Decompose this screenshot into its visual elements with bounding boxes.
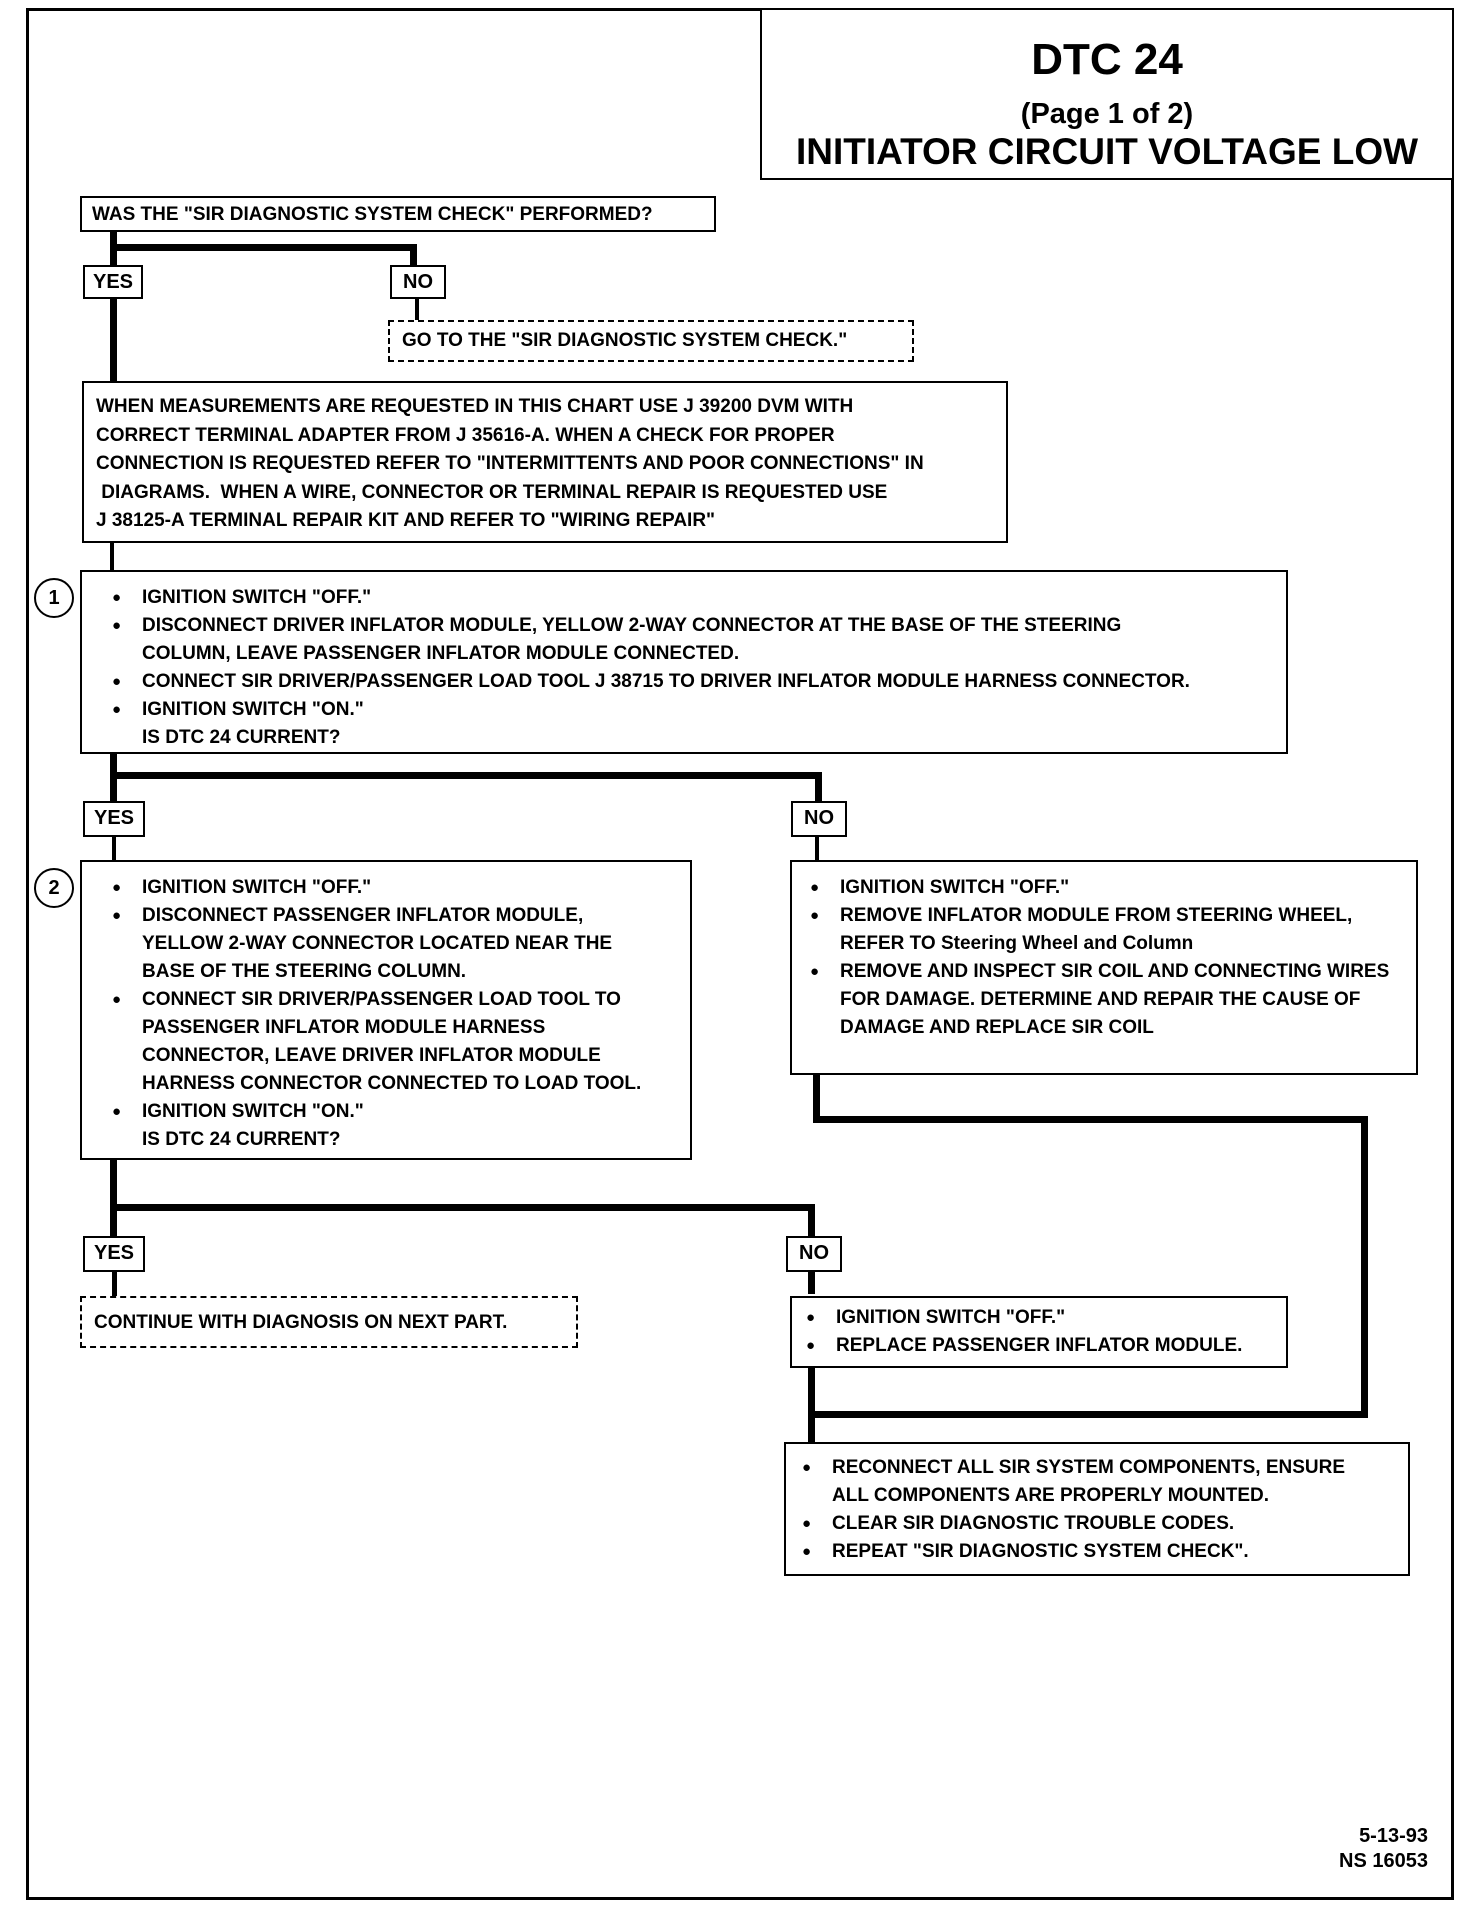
- connector: [808, 1204, 815, 1238]
- yes-label: YES: [83, 801, 145, 837]
- no-branch1-bullet: ● REMOVE AND INSPECT SIR COIL AND CONNECTING WIRES FOR DAMAGE. DETERMINE AND REPAIR THE CAUSE OF DAMAGE AND REPLACE SIR COIL: [806, 958, 1404, 1042]
- step1-bullet: ● IGNITION SWITCH "ON.": [108, 696, 1276, 724]
- reconnect-components-box: [784, 1442, 1410, 1576]
- step2-bullet: ● DISCONNECT PASSENGER INFLATOR MODULE, YELLOW 2-WAY CONNECTOR LOCATED NEAR THE BASE OF THE STEERING COLUMN.: [108, 902, 682, 986]
- note-line: WHEN MEASUREMENTS ARE REQUESTED IN THIS CHART USE J 39200 DVM WITH: [96, 396, 854, 417]
- replace-passenger-module-box: [790, 1296, 1288, 1368]
- step-number-2: 2: [34, 868, 74, 908]
- note-line: DIAGRAMS. WHEN A WIRE, CONNECTOR OR TERMINAL REPAIR IS REQUESTED USE: [96, 481, 888, 503]
- step1-question: IS DTC 24 CURRENT?: [142, 727, 341, 748]
- footer-ref: NS 16053: [1339, 1850, 1428, 1872]
- goto-text: GO TO THE "SIR DIAGNOSTIC SYSTEM CHECK.": [402, 330, 848, 351]
- note-line: CONNECTION IS REQUESTED REFER TO "INTERMITTENTS AND POOR CONNECTIONS" IN: [96, 453, 924, 474]
- connector: [815, 836, 819, 862]
- step1-bullet: ● CONNECT SIR DRIVER/PASSENGER LOAD TOOL J 38715 TO DRIVER INFLATOR MODULE HARNESS CONNECTOR.: [108, 668, 1276, 696]
- connector: [110, 772, 822, 779]
- goto-system-check-box: [388, 320, 914, 362]
- connector: [110, 540, 114, 572]
- no-branch1-bullet: ● IGNITION SWITCH "OFF.": [806, 874, 1404, 902]
- connector: [110, 244, 417, 251]
- connector: [813, 1074, 820, 1122]
- no-label: NO: [390, 265, 446, 299]
- connector: [808, 1362, 815, 1444]
- footer-info: [1339, 1824, 1428, 1874]
- question-text: WAS THE "SIR DIAGNOSTIC SYSTEM CHECK" PERFORMED?: [92, 204, 653, 225]
- footer-date: 5-13-93: [1359, 1825, 1428, 1847]
- no-label: NO: [791, 801, 847, 837]
- connector: [112, 836, 116, 862]
- page-indicator: (Page 1 of 2): [1020, 98, 1194, 130]
- chart-title: INITIATOR CIRCUIT VOLTAGE LOW: [795, 131, 1419, 172]
- continue-text: CONTINUE WITH DIAGNOSIS ON NEXT PART.: [94, 1312, 508, 1333]
- no-label: NO: [786, 1236, 842, 1272]
- connector: [112, 1270, 117, 1298]
- no-branch1-bullet: ● REMOVE INFLATOR MODULE FROM STEERING WHEEL, REFER TO Steering Wheel and Column: [806, 902, 1404, 958]
- connector: [813, 1116, 1368, 1123]
- connector: [110, 297, 117, 383]
- connector: [808, 1270, 815, 1294]
- connector: [110, 1158, 117, 1238]
- connector: [815, 772, 822, 802]
- final-bullet: ● RECONNECT ALL SIR SYSTEM COMPONENTS, ENSURE ALL COMPONENTS ARE PROPERLY MOUNTED.: [798, 1454, 1396, 1510]
- no-branch2-bullet: ● IGNITION SWITCH "OFF.": [802, 1304, 1274, 1332]
- step2-bullet: ● IGNITION SWITCH "ON.": [108, 1098, 682, 1126]
- step-number-1: 1: [34, 578, 74, 618]
- yes-label: YES: [83, 1236, 145, 1272]
- step2-bullet: ● CONNECT SIR DRIVER/PASSENGER LOAD TOOL TO PASSENGER INFLATOR MODULE HARNESS CONNECTOR, LEAVE DRIVER INFLATOR MODULE HARNESS CONNECTOR CONNECTED TO LOAD TOOL.: [108, 986, 682, 1098]
- title-block: [760, 8, 1454, 180]
- connector: [415, 297, 419, 321]
- step1-bullet: ● IGNITION SWITCH "OFF.": [108, 584, 1276, 612]
- no-branch2-bullet: ● REPLACE PASSENGER INFLATOR MODULE.: [802, 1332, 1274, 1360]
- connector: [808, 1411, 1368, 1418]
- continue-next-part-box: [80, 1296, 578, 1348]
- step2-question: IS DTC 24 CURRENT?: [142, 1129, 341, 1150]
- step1-bullet: ● DISCONNECT DRIVER INFLATOR MODULE, YELLOW 2-WAY CONNECTOR AT THE BASE OF THE STEERING COLUMN, LEAVE PASSENGER INFLATOR MODULE CONNECTED.: [108, 612, 1276, 668]
- connector: [110, 1204, 815, 1211]
- final-bullet: ● REPEAT "SIR DIAGNOSTIC SYSTEM CHECK".: [798, 1538, 1396, 1566]
- yes-label: YES: [83, 265, 143, 299]
- measurement-notes-box: [82, 381, 1008, 543]
- sir-coil-inspection-box: [790, 860, 1418, 1075]
- final-bullet: ● CLEAR SIR DIAGNOSTIC TROUBLE CODES.: [798, 1510, 1396, 1538]
- note-line: J 38125-A TERMINAL REPAIR KIT AND REFER TO "WIRING REPAIR": [96, 510, 716, 531]
- step2-bullet: ● IGNITION SWITCH "OFF.": [108, 874, 682, 902]
- step2-box: [80, 860, 692, 1160]
- step1-box: [80, 570, 1288, 754]
- question-system-check: [80, 196, 716, 232]
- note-line: CORRECT TERMINAL ADAPTER FROM J 35616-A. WHEN A CHECK FOR PROPER: [96, 424, 835, 446]
- connector: [1361, 1116, 1368, 1418]
- dtc-code: DTC 24: [1031, 35, 1183, 84]
